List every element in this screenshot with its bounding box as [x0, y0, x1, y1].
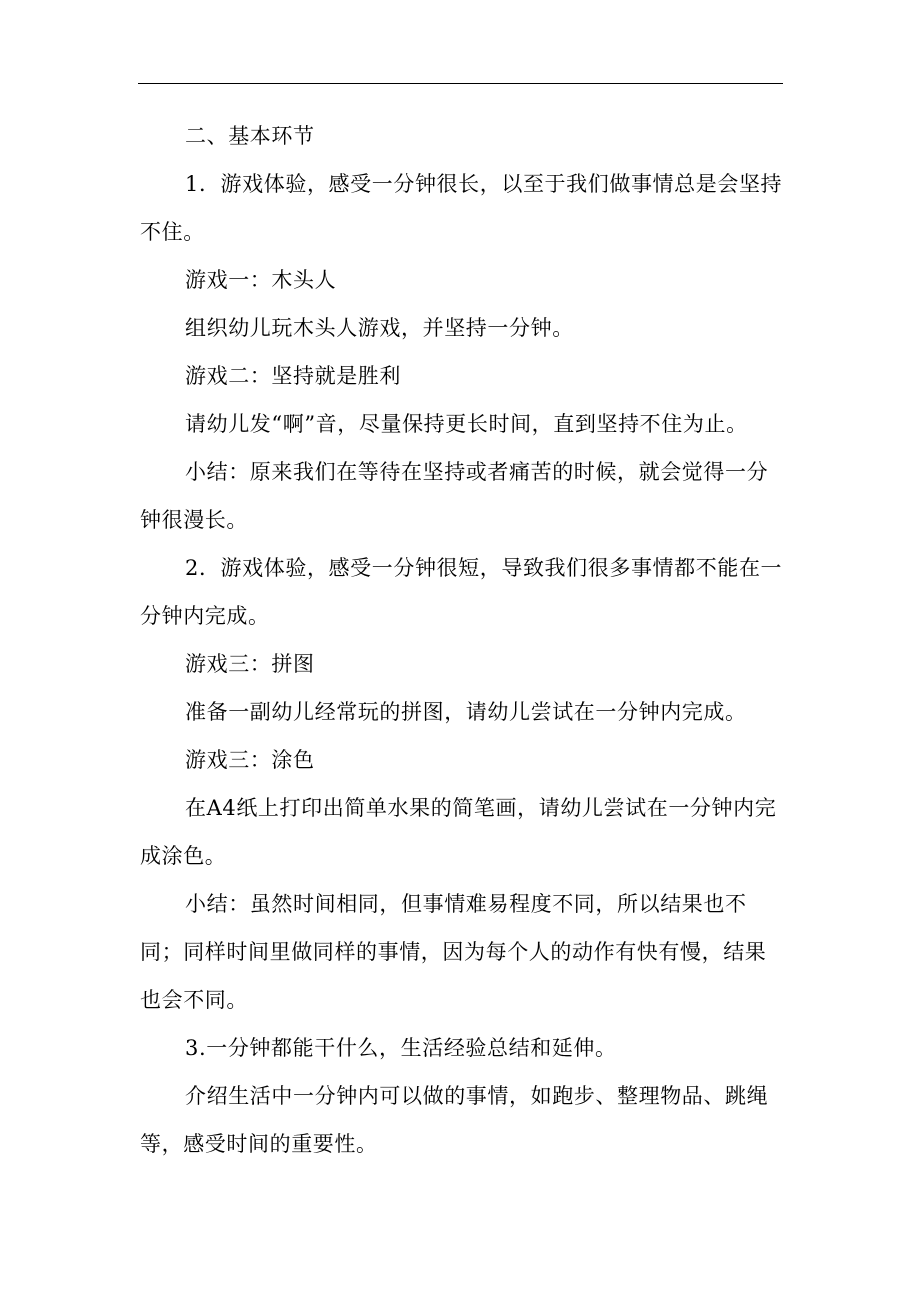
header-rule [138, 83, 783, 84]
game-1-description: 组织幼儿玩木头人游戏，并坚持一分钟。 [185, 316, 574, 340]
step-1-heading: 1．游戏体验，感受一分钟很长，以至于我们做事情总是会坚持不住。 [140, 172, 783, 244]
summary-1: 小结：原来我们在等待在坚持或者痛苦的时候，就会觉得一分钟很漫长。 [140, 460, 769, 532]
step-3-heading: 3.一分钟都能干什么，生活经验总结和延伸。 [185, 1036, 617, 1060]
game-4-title: 游戏三：涂色 [185, 748, 315, 772]
game-3-title: 游戏三：拼图 [185, 652, 315, 676]
document-body [140, 112, 785, 1168]
game-1-title: 游戏一：木头人 [185, 268, 337, 292]
game-3-description: 准备一副幼儿经常玩的拼图，请幼儿尝试在一分钟内完成。 [185, 700, 747, 724]
summary-2: 小结：虽然时间相同，但事情难易程度不同，所以结果也不同；同样时间里做同样的事情，因为每个人的动作有快有慢，结果也会不同。 [140, 892, 767, 1012]
game-2-description: 请幼儿发“啊”音，尽量保持更长时间，直到坚持不住为止。 [185, 412, 748, 436]
game-4-description: 在A4纸上打印出简单水果的简笔画，请幼儿尝试在一分钟内完成涂色。 [140, 796, 777, 868]
step-2-heading: 2．游戏体验，感受一分钟很短，导致我们很多事情都不能在一分钟内完成。 [140, 556, 783, 628]
section-heading: 二、基本环节 [185, 124, 315, 148]
step-3-description: 介绍生活中一分钟内可以做的事情，如跑步、整理物品、跳绳等，感受时间的重要性。 [140, 1084, 769, 1156]
game-2-title: 游戏二：坚持就是胜利 [185, 364, 401, 388]
